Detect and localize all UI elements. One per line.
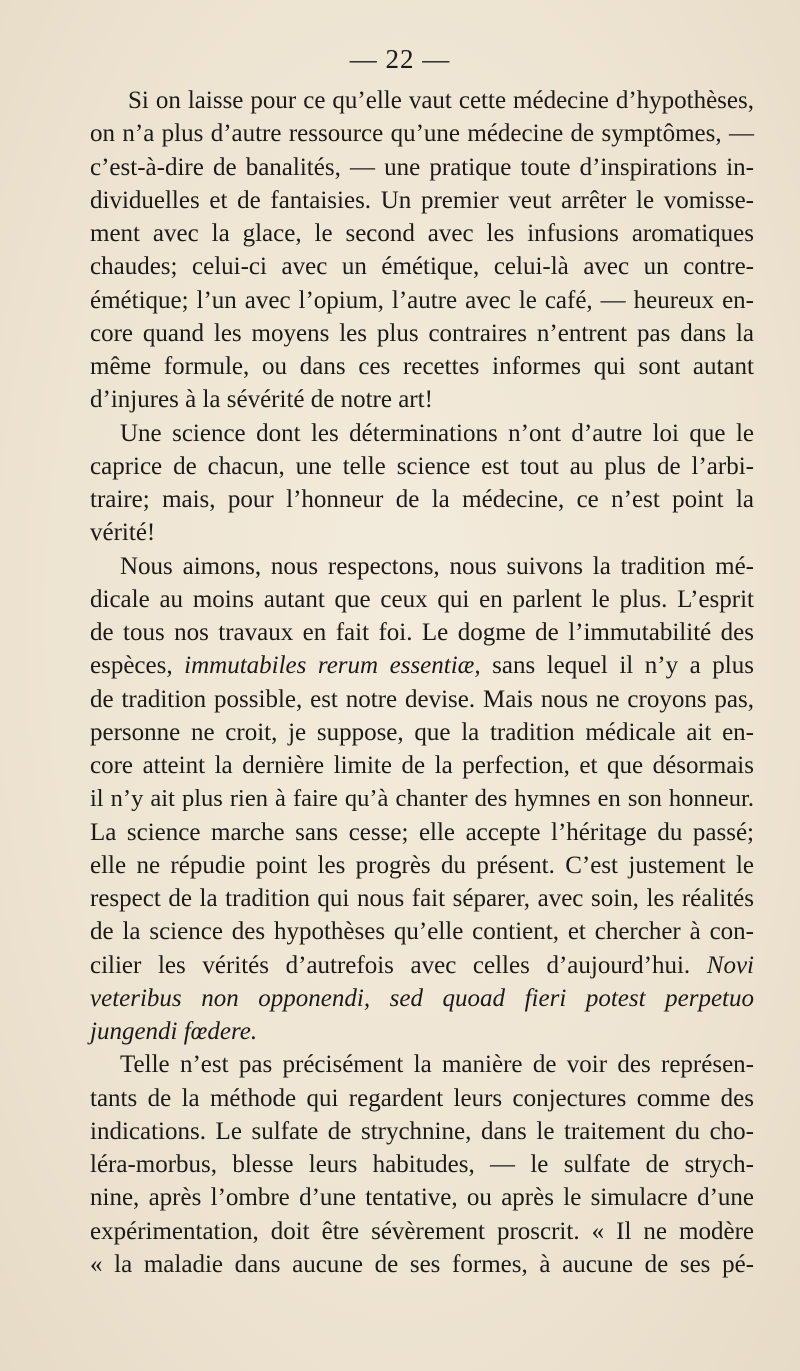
text-line: il n’y ait plus rien à faire qu’à chanter des hymnes en son honneur.: [90, 785, 754, 813]
text-line: Si on laisse pour ce qu’elle vaut cette médecine d’hypothèses,: [128, 87, 754, 114]
latin-quotation-line: jungendi fœdere.: [90, 1018, 258, 1045]
text-line: dicale au moins autant que ceux qui en parlent le plus. L’esprit: [90, 585, 754, 613]
text-line: [90, 949, 754, 982]
text-line: respect de la tradition qui nous fait séparer, avec soin, les réalités: [90, 885, 754, 912]
text-line: dividuelles et de fantaisies. Un premier veut arrêter le vomisse-: [90, 186, 754, 214]
text-line: [90, 649, 754, 682]
text-line: c’est-à-dire de banalités, — une pratique toute d’inspirations in-: [90, 153, 754, 181]
text-line: indications. Le sulfate de strychnine, dans le traitement du cho-: [90, 1117, 754, 1145]
latin-phrase: Novi: [706, 951, 754, 979]
text-line: on n’a plus d’autre ressource qu’une médecine de symptômes, —: [90, 120, 754, 148]
body-text: [90, 84, 754, 1281]
text-line: émétique; l’un avec l’opium, l’autre avec le café, — heureux en-: [90, 286, 754, 314]
latin-phrase: immutabiles rerum essentiæ,: [184, 652, 481, 680]
text-line: même formule, ou dans ces recettes informes qui sont autant: [90, 353, 754, 380]
text-line: caprice de chacun, une telle science est tout au plus de l’arbi-: [90, 452, 754, 480]
text-line: core atteint la dernière limite de la perfection, et que désormais: [90, 752, 754, 779]
text-line: Nous aimons, nous respectons, nous suivons la tradition mé-: [120, 552, 754, 580]
text-segment: espèces,: [90, 652, 185, 680]
text-line: personne ne croit, je suppose, que la tradition médicale ait en-: [90, 718, 754, 746]
text-line: tants de la méthode qui regardent leurs conjectures comme des: [90, 1084, 754, 1112]
latin-quotation-line: veteribus non opponendi, sed quoad fieri potest perpetuo: [90, 984, 754, 1012]
text-line: « la maladie dans aucune de ses formes, à aucune de ses pé-: [90, 1250, 754, 1278]
text-line: Une science dont les déterminations n’ont d’autre loi que le: [120, 419, 754, 447]
text-line: de la science des hypothèses qu’elle contient, et chercher à con-: [90, 918, 754, 946]
text-line: léra-morbus, blesse leurs habitudes, — le sulfate de strych-: [90, 1151, 754, 1178]
page-number: — 22 —: [349, 44, 451, 74]
text-line: La science marche sans cesse; elle accepte l’héritage du passé;: [90, 818, 754, 846]
text-line: de tradition possible, est notre devise. Mais nous ne croyons pas,: [90, 685, 754, 713]
text-line: elle ne répudie point les progrès du présent. C’est justement le: [90, 851, 754, 879]
text-segment: cilier les vérités d’autrefois avec celles d’aujourd’hui.: [90, 951, 707, 979]
text-line: vérité!: [90, 519, 156, 547]
text-line: core quand les moyens les plus contraires n’entrent pas dans la: [90, 319, 754, 347]
text-segment: sans lequel il n’y a plus: [480, 652, 754, 680]
text-line: ment avec la glace, le second avec les infusions aromatiques: [90, 220, 754, 247]
text-line: traire; mais, pour l’honneur de la médecine, ce n’est point la: [90, 486, 754, 513]
text-line: de tous nos travaux en fait foi. Le dogme de l’immutabilité des: [90, 619, 754, 646]
text-line: d’injures à la sévérité de notre art!: [90, 386, 433, 414]
text-line: expérimentation, doit être sévèrement proscrit. « Il ne modère: [90, 1217, 754, 1245]
text-line: nine, après l’ombre d’une tentative, ou après le simulacre d’une: [90, 1184, 754, 1212]
text-line: Telle n’est pas précisément la manière de voir des représen-: [120, 1051, 754, 1079]
text-line: chaudes; celui-ci avec un émétique, celui-là avec un contre-: [90, 253, 754, 281]
